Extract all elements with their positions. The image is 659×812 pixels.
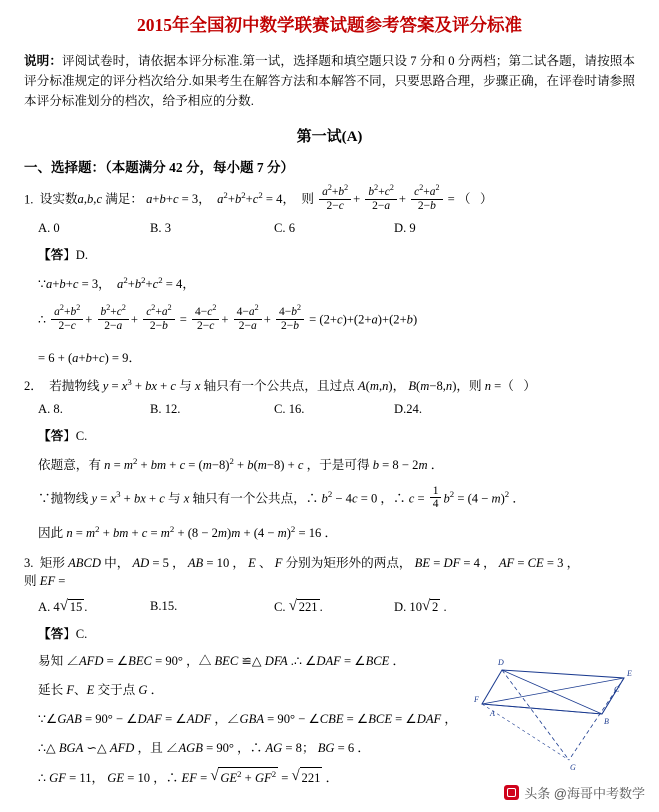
- problem-3-choice-a: A. 4 √ 15 .: [38, 599, 150, 615]
- section-title: 第一试(A): [296, 129, 363, 145]
- figure-label-e: E: [627, 669, 632, 678]
- problem-3-solution-line-5: ∴ GF = 11， GE = 10 ，∴ EF = √ $GE^2 + GF^2$ = √ 221 ．: [38, 767, 635, 788]
- instructions-paragraph: [24, 51, 635, 111]
- problem-2-answer: [38, 425, 635, 444]
- toutiao-logo-icon: [504, 785, 519, 800]
- problem-3-answer-label: 【答: [38, 627, 64, 642]
- problem-1-choices: [38, 221, 635, 236]
- watermark-text: 头条 @海哥中考数学: [524, 786, 645, 801]
- problem-3-choice-c: C. √ 221 .: [274, 599, 394, 615]
- problem-3-statement: [24, 554, 635, 590]
- geometry-figure: [474, 652, 649, 772]
- problem-2-choice-b: B. 12.: [150, 401, 181, 416]
- problem-3-solution-line-1: 易知 ∠AFD = ∠BEC = 90° ，△ BEC ≌△ DFA .∴ ∠DAF = ∠BCE ．: [38, 654, 406, 669]
- problem-3-number: 3.: [24, 556, 34, 571]
- problem-2-choice-d: D.24.: [394, 401, 422, 416]
- problem-3-solution-line-3: ∵∠GAB = 90° − ∠DAF = ∠ADF ，∠GBA = 90° − ∠CBE = ∠BCE = ∠DAF ，: [38, 712, 457, 727]
- problem-3-text: 矩形 ABCD 中， AD = 5 ， AB = 10 ， E 、 F 分别为矩形外的两点， BE = DF = 4 ， AF = CE = 3 ， 则 EF =: [24, 556, 580, 589]
- problem-2-statement: [24, 377, 635, 395]
- problem-3-choice-b: B.15.: [150, 599, 178, 614]
- problem-2-solution-line-2: ∵抛物线 $y = x^3$ + bx + c 与 x 轴只有一个公共点，∴ $b^2 - 4c = 0$ ，∴ c = $\frac{1}{4}$ $b^2 = (4 - m)^2$ ．: [38, 484, 525, 511]
- problem-1-answer: [38, 244, 635, 263]
- problem-1-choice-a: A. 0: [38, 220, 60, 235]
- problem-2-choices: [38, 402, 635, 417]
- figure-label-c: C: [614, 685, 620, 694]
- instructions-text: 评阅试卷时，请依据本评分标准.第一试，选择题和填空题只设 7 分和 0 分两档；第二试各题，请按照本评分标准规定的评分档次给分.如果考生在解答方法和本解答不同，只要思路合理，步骤正确，在评卷时请参照本评分标准划分的档次，给予相应的分数.: [24, 54, 635, 108]
- problem-3-choices: [38, 599, 635, 615]
- problem-2-solution-line-1: 依题意，有 $n = m^2$ + bm + $c = (m-8)^2 + b(m-8) + c$ ，于是可得 b = 8 − 2m ．: [38, 455, 444, 472]
- instructions-label: 说明：: [24, 54, 62, 68]
- problem-2-answer-value: 】C.: [63, 428, 88, 443]
- document-page: [0, 12, 659, 812]
- page-title: 2015年全国初中数学联赛试题参考答案及评分标准: [137, 15, 522, 35]
- problem-1-solution-line-2: ∴ $\frac{a^2+b^2}{2-c}$ + $\frac{b^2+c^2}{2-a}$ + $\frac{c^2+a^2}{2-b}$ = $\frac{4-c^2}{2-c}$ + $\frac{4-a^2}{2-a}$ + $\frac{4-b^2}{2-b}$ = (2+c)+(2+a)+(2+b): [38, 302, 418, 332]
- figure-label-d: D: [498, 658, 504, 667]
- problem-2-answer-label: 【答: [38, 428, 64, 443]
- problem-1-text: 设实数a,b,c 满足： a+b+c = 3， $a^2+b^2+c^2 = 4$， 则 $\frac{a^2+b^2}{2-c}$ + $\frac{b^2+c^2}{2-a}$ + $\frac{c^2+a^2}{2-b}$ = （ ）: [36, 183, 493, 212]
- problem-1-answer-value: 】D.: [63, 247, 89, 262]
- problem-3-solution-line-4: ∴△ BGA ∽△ AFD ，且 ∠AGB = 90° ，∴ AG = 8； BG = 6 ．: [38, 741, 370, 756]
- problem-1-choice-b: B. 3: [150, 220, 171, 235]
- problem-1-answer-label: 【答: [38, 247, 64, 262]
- problem-2-solution-line-3: 因此 $n = m^2$ + bm + $c = m^2 + (8 - 2m)m + (4 - m)^2 = 16$ ．: [38, 524, 338, 541]
- problem-3-choice-d: D. 10 √ 2 .: [394, 599, 494, 615]
- problem-1-solution-line-1: ∵a+b+c = 3， $a^2+b^2+c^2 = 4$，: [38, 274, 195, 291]
- problem-1-choice-d: D. 9: [394, 220, 416, 235]
- figure-label-f: F: [474, 695, 479, 704]
- subsection-title: 一、选择题：（本题满分 42 分，每小题 7 分）: [24, 160, 294, 175]
- figure-label-a: A: [490, 709, 495, 718]
- problem-3-answer: [38, 623, 635, 642]
- figure-label-g: G: [570, 763, 576, 772]
- problem-2-text: 若抛物线 $y = x^3$ + bx + c 与 x 轴只有一个公共点，且过点 A(m,n)， B(m−8,n)，则 n =（ ）: [46, 376, 536, 393]
- problem-2-choice-c: C. 16.: [274, 401, 305, 416]
- problem-1-statement: [24, 183, 635, 214]
- problem-3-solution-line-2: 延长 F、E 交于点 G ．: [38, 683, 164, 698]
- watermark: [504, 783, 645, 802]
- problem-1-solution-line-3: = 6 + (a+b+c) = 9．: [38, 350, 142, 365]
- problem-1-choice-c: C. 6: [274, 220, 295, 235]
- problem-1-number: 1.: [24, 192, 34, 207]
- problem-3-answer-value: 】C.: [63, 627, 88, 642]
- figure-label-b: B: [604, 717, 609, 726]
- problem-2-number: 2．: [24, 378, 43, 393]
- problem-2-choice-a: A. 8.: [38, 401, 63, 416]
